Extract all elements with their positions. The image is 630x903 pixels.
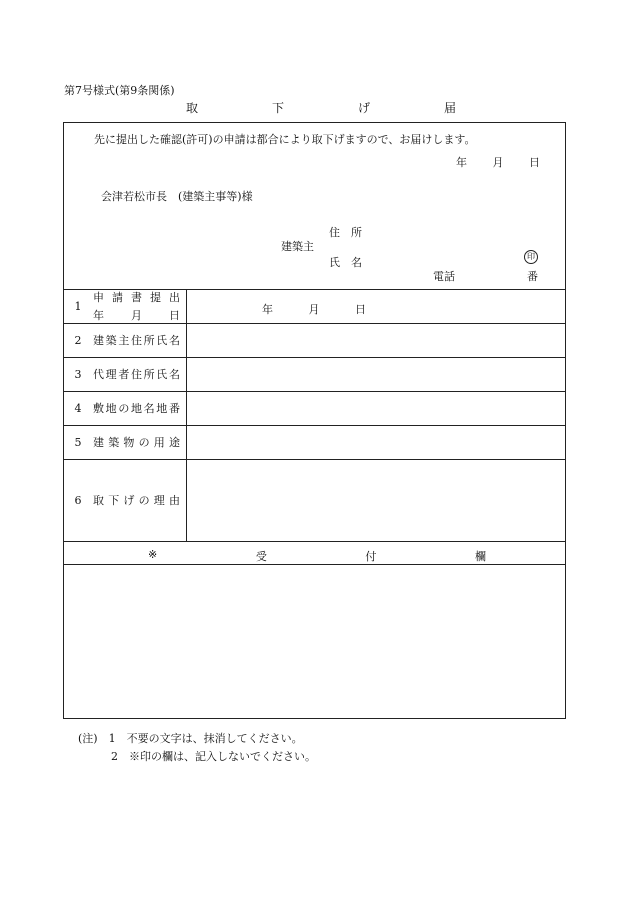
row-number: 1 [74,299,82,313]
owner-name-label: 氏 名 [329,256,362,269]
row-label-char: 所 [143,334,155,347]
row-label-line2 [93,307,180,323]
row-label-char: 地 [156,402,168,415]
row-label-line1 [93,289,180,305]
row-label-char: 出 [169,291,180,304]
row-building-use [63,425,186,459]
row-label-char: 地 [130,402,142,415]
reception-char: 受 [255,550,267,563]
row-label-char: 地 [105,402,117,415]
title-char: げ [357,101,370,115]
row-label [93,492,186,508]
row-number: 4 [74,401,82,415]
row-label-char: 番 [168,402,180,415]
row-label-char: 用 [153,436,165,449]
row-number: 2 [74,333,82,347]
form-number: 第7号様式(第9条関係) [64,84,175,97]
row-label-char: 建 [93,334,104,347]
row-label-char: の [138,436,150,449]
seal-icon: 印 [524,250,538,264]
row-label-char: 取 [93,494,104,507]
row-label-char: げ [123,494,135,507]
row-label-char: 者 [118,368,130,381]
title-char: 取 [186,101,199,115]
row-label-char: 日 [169,309,180,322]
row-label-char: 申 [93,291,104,304]
intro-statement: 先に提出した確認(許可)の申請は都合により取下げますので、お届けします。 [94,133,476,146]
addressee: 会津若松市長 (建築主事等)様 [101,190,253,203]
phone-suffix: 番 [527,270,538,283]
reception-char: 付 [365,550,377,563]
date-month-char: 月 [308,303,320,316]
row-number: 5 [74,435,82,449]
row-number: 6 [74,493,82,507]
date-year-char: 年 [456,156,467,169]
owner-label: 建築主 [281,240,314,253]
owner-address-label: 住 所 [329,226,362,239]
reception-header [148,548,486,564]
row-label-char: 住 [130,334,142,347]
phone-label: 電話 [433,270,455,283]
row-label [93,332,186,348]
row-label [93,434,186,450]
row-label-char: 主 [118,334,130,347]
date-year-char: 年 [262,303,273,316]
date-month-char: 月 [492,156,504,169]
row-label-char: 書 [131,291,142,304]
row-label-char: 月 [131,309,142,322]
note-line-1: (注) 1 不要の文字は、抹消してください。 [78,732,303,745]
submission-date [456,154,540,170]
reception-char: 欄 [475,550,486,563]
row-label-char: 敷 [93,402,104,415]
divider-reception-header [63,564,566,565]
row-label-char: 代 [93,368,104,381]
row-site-lot-number [63,391,186,425]
row-application-date [63,289,186,323]
row-label-char: 住 [130,368,142,381]
label-column-divider [186,289,187,541]
note-line-2: 2 ※印の欄は、記入しないでください。 [111,750,316,763]
row-label-char: 名 [143,402,155,415]
row-label-char: 物 [123,436,135,449]
row-label-char: 提 [150,291,161,304]
row-label [93,400,186,416]
row-label-char: 請 [112,291,123,304]
reception-mark: ※ [148,548,158,561]
row-label-char: の [138,494,150,507]
row-number: 3 [74,367,82,381]
row-label-char: 名 [168,334,180,347]
row-label-char: 築 [108,436,120,449]
row-label-char: 理 [153,494,165,507]
row-label [93,289,186,323]
date-day-char: 日 [355,303,366,316]
row-label-char: 理 [105,368,117,381]
row-label-char: の [118,402,130,415]
row-label [93,366,186,382]
row-label-char: 所 [143,368,155,381]
row-agent-address-name [63,357,186,391]
row-withdrawal-reason [63,459,186,541]
row-label-char: 氏 [156,368,168,381]
row-label-char: 名 [168,368,180,381]
row-label-char: 由 [168,494,180,507]
row-label-char: 氏 [156,334,168,347]
row-label-char: 建 [93,436,104,449]
title-char: 届 [443,101,456,115]
divider-row-6 [63,541,566,542]
row-label-char: 途 [168,436,180,449]
application-date-value [262,301,366,317]
date-day-char: 日 [529,156,540,169]
row-owner-address-name [63,323,186,357]
form-title [186,99,456,116]
title-char: 下 [271,101,284,115]
row-label-char: 下 [108,494,120,507]
row-label-char: 築 [105,334,117,347]
row-label-char: 年 [93,309,104,322]
